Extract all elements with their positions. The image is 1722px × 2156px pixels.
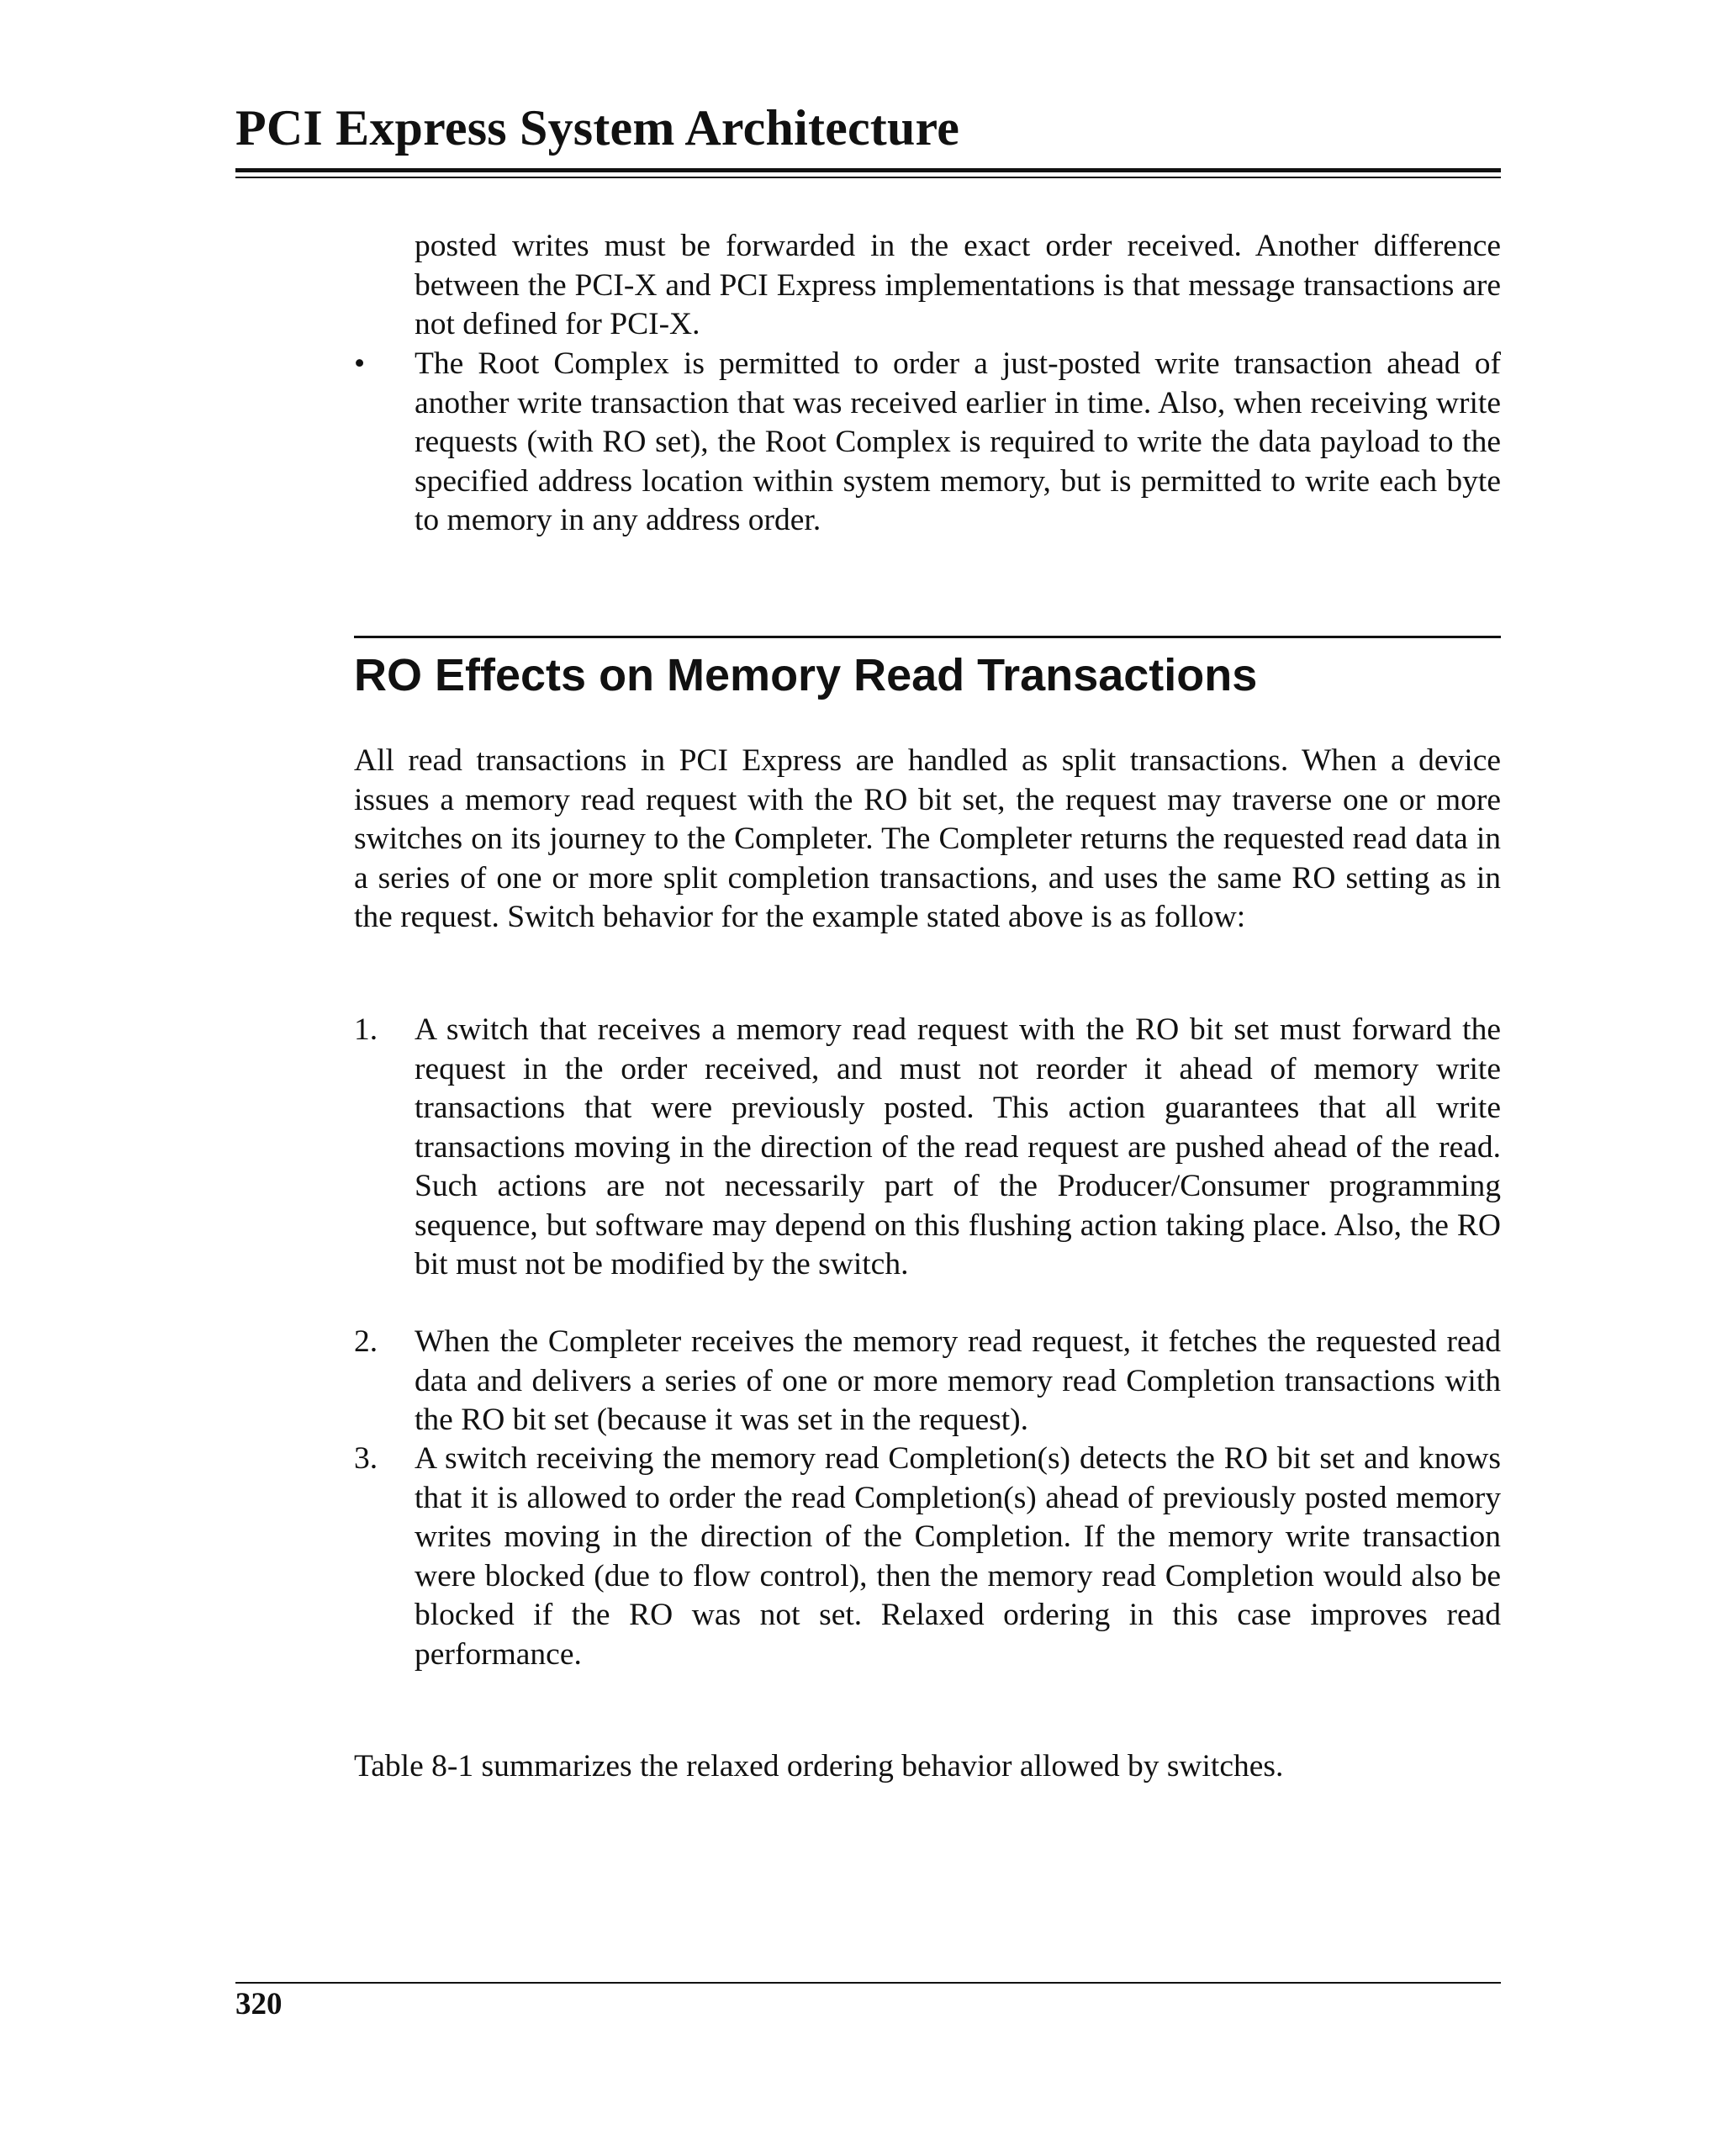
closing-paragraph: Table 8-1 summarizes the relaxed ordering behavior allowed by switches.	[354, 1749, 1284, 1783]
section-rule	[354, 636, 1501, 638]
list-item-text: A switch receiving the memory read Completion(s) detects the RO bit set and knows that it is allowed to order the read Completion(s) ahead of previously posted memory writes moving in the direction of the Completion. If the memory write transaction were blocked (due to flow control), then the memory read Completion would also be blocked if the RO was not set. Relaxed ordering in this case improves read performance.	[415, 1441, 1501, 1672]
page-number: 320	[235, 1987, 283, 2021]
continued-paragraph: posted writes must be forwarded in the exact order received. Another difference between the PCI-X and PCI Express implementations is that message transactions are not defined for PCI-X.	[415, 229, 1501, 341]
section-heading: RO Effects on Memory Read Transactions	[354, 650, 1258, 700]
section-intro-paragraph: All read transactions in PCI Express are handled as split transactions. When a device issues a memory read request with the RO bit set, the request may traverse one or more switches on its journey to the Completer. The Completer returns the requested read data in a series of one or more split completion transactions, and uses the same RO setting as in the request. Switch behavior for the example stated above is as follow:	[354, 743, 1501, 934]
header-rule-thin	[235, 177, 1501, 178]
running-head-title: PCI Express System Architecture	[235, 100, 960, 156]
list-number: 2.	[354, 1324, 378, 1359]
bullet-marker: •	[354, 346, 366, 381]
header-rule-thick	[235, 168, 1501, 172]
list-number: 1.	[354, 1012, 378, 1047]
list-item-text: When the Completer receives the memory read request, it fetches the requested read data and delivers a series of one or more memory read Completion transactions with the RO bit set (because it was set in the request).	[415, 1324, 1501, 1437]
list-number: 3.	[354, 1441, 378, 1476]
bullet-text: The Root Complex is permitted to order a just-posted write transaction ahead of another write transaction that was received earlier in time. Also, when receiving write requests (with RO set), the Root Complex is required to write the data payload to the specified address location within system memory, but is permitted to write each byte to memory in any address order.	[415, 346, 1501, 537]
list-item-text: A switch that receives a memory read request with the RO bit set must forward the request in the order received, and must not reorder it ahead of memory write transactions that were previously posted. This action guarantees that all write transactions moving in the direction of the read request are pushed ahead of the read. Such actions are not necessarily part of the Producer/Consumer programming sequence, but software may depend on this flushing action taking place. Also, the RO bit must not be modified by the switch.	[415, 1012, 1501, 1281]
footer-rule	[235, 1982, 1501, 1984]
